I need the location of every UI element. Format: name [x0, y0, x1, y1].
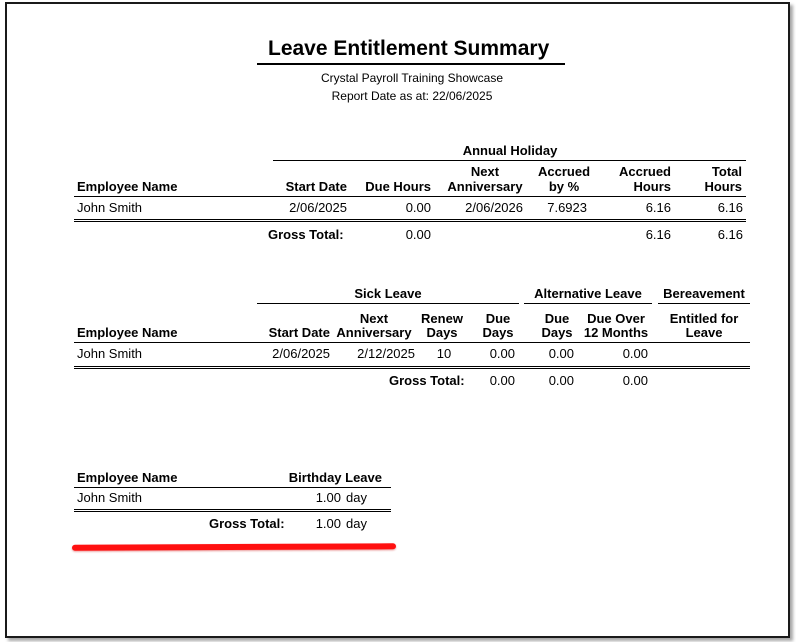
- annual-row-start: 2/06/2025: [289, 200, 347, 215]
- sick-row-start: 2/06/2025: [272, 346, 330, 361]
- birthday-row-unit: day: [346, 490, 367, 505]
- annual-col-next-2: Anniversary: [447, 179, 523, 194]
- alt-group-header: Alternative Leave: [534, 286, 642, 301]
- sick-col-employee: Employee Name: [77, 325, 178, 340]
- alt-col-over-2: 12 Months: [583, 325, 649, 340]
- annual-gross-total: 6.16: [717, 227, 743, 242]
- sick-gross-due: 0.00: [489, 373, 515, 388]
- birthday-header-line: [74, 487, 391, 488]
- annual-col-total-1: Total: [711, 164, 742, 179]
- annual-row-due: 0.00: [405, 200, 431, 215]
- bereave-col-ent-2: Leave: [685, 325, 723, 340]
- birthday-total-line: [74, 509, 391, 512]
- annual-col-accpct-2: by %: [548, 179, 580, 194]
- birthday-gross-unit: day: [346, 516, 367, 531]
- sick-row-renew: 10: [436, 346, 452, 361]
- alt-gross-over: 0.00: [622, 373, 648, 388]
- company-name: Crystal Payroll Training Showcase: [320, 71, 504, 85]
- annual-gross-label: Gross Total:: [268, 227, 344, 242]
- sick-row-due: 0.00: [489, 346, 515, 361]
- annual-gross-acchrs: 6.16: [645, 227, 671, 242]
- sick-col-renew-1: Renew: [421, 311, 463, 326]
- annual-header-line: [74, 196, 746, 197]
- annual-col-start: Start Date: [285, 179, 347, 194]
- sick-group-header: Sick Leave: [354, 286, 422, 301]
- sick-col-start: Start Date: [268, 325, 330, 340]
- sick-col-next-1: Next: [359, 311, 389, 326]
- alt-row-due: 0.00: [548, 346, 574, 361]
- title-underline: [257, 63, 565, 65]
- annual-row-total: 6.16: [717, 200, 743, 215]
- annual-col-employee: Employee Name: [77, 179, 178, 194]
- annual-col-acchrs-1: Accrued: [618, 164, 671, 179]
- birthday-col-leave: Birthday Leave: [288, 470, 382, 485]
- annual-group-header: Annual Holiday: [462, 143, 558, 158]
- sick-header-line: [74, 342, 750, 343]
- annual-col-next-1: Next: [470, 164, 500, 179]
- sick-row-name: John Smith: [77, 346, 143, 361]
- birthday-row-value: 1.00: [315, 490, 341, 505]
- sick-col-due-2: Days: [482, 325, 514, 340]
- alt-col-over-1: Due Over: [587, 311, 645, 326]
- sick-gross-label: Gross Total:: [389, 373, 465, 388]
- annual-total-line: [74, 219, 746, 222]
- sick-total-line: [74, 366, 750, 369]
- annual-group-line: [273, 160, 746, 161]
- alt-row-over: 0.00: [622, 346, 648, 361]
- annual-col-due: Due Hours: [365, 179, 431, 194]
- birthday-gross-value: 1.00: [315, 516, 341, 531]
- birthday-col-employee: Employee Name: [77, 470, 178, 485]
- sick-col-due-1: Due: [485, 311, 511, 326]
- alt-gross-due: 0.00: [548, 373, 574, 388]
- alt-col-due-2: Days: [541, 325, 573, 340]
- annual-row-name: John Smith: [77, 200, 143, 215]
- report-title: Leave Entitlement Summary: [268, 37, 550, 60]
- birthday-gross-label: Gross Total:: [209, 516, 285, 531]
- sick-col-next-2: Anniversary: [336, 325, 412, 340]
- annual-col-accpct-1: Accrued: [537, 164, 591, 179]
- annual-row-next: 2/06/2026: [465, 200, 523, 215]
- birthday-row-name: John Smith: [77, 490, 143, 505]
- annual-row-accpct: 7.6923: [547, 200, 587, 215]
- alt-col-due-1: Due: [544, 311, 570, 326]
- sick-row-next: 2/12/2025: [357, 346, 415, 361]
- bereave-col-ent-1: Entitled for: [669, 311, 739, 326]
- annual-col-total-2: Hours: [704, 179, 742, 194]
- sick-col-renew-2: Days: [426, 325, 458, 340]
- annual-row-acchrs: 6.16: [645, 200, 671, 215]
- bereave-group-header: Bereavement: [663, 286, 745, 301]
- bereave-group-line: [658, 303, 750, 304]
- annual-gross-due: 0.00: [405, 227, 431, 242]
- alt-group-line: [524, 303, 652, 304]
- sick-group-line: [257, 303, 519, 304]
- annual-col-acchrs-2: Hours: [633, 179, 671, 194]
- report-date: Report Date as at: 22/06/2025: [331, 89, 493, 103]
